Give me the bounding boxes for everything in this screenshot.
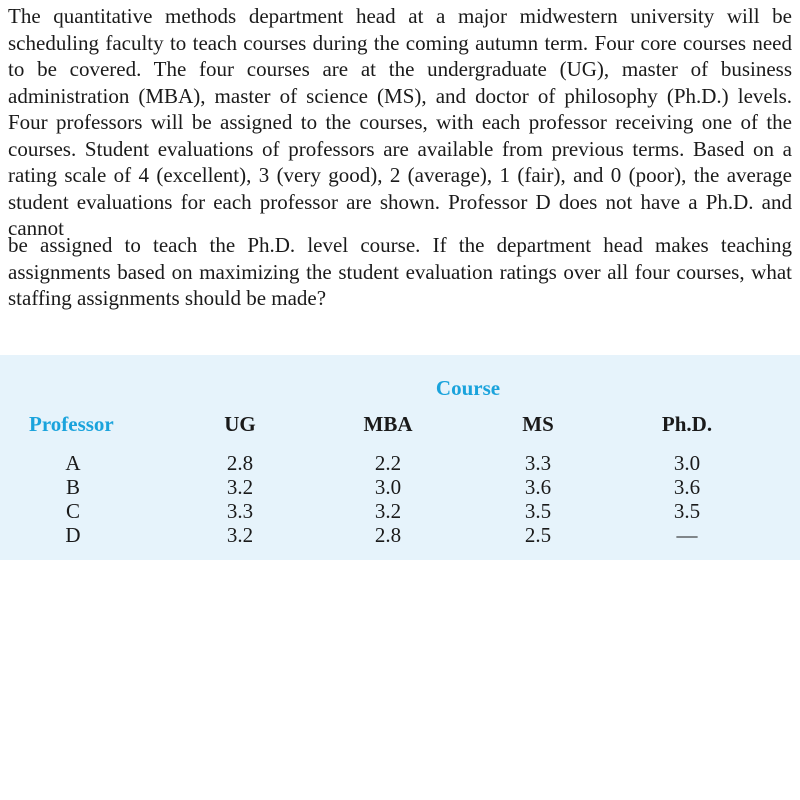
professor-cell: D (65, 523, 81, 547)
ms-cell: 2.5 (524, 523, 552, 547)
ug-cell: 3.2 (226, 523, 254, 547)
table-row (0, 499, 800, 523)
evaluation-table (0, 355, 800, 560)
professor-column-header: Professor (29, 412, 114, 436)
ms-cell: 3.5 (524, 499, 552, 523)
ug-cell: 2.8 (226, 451, 254, 475)
mba-cell: 2.8 (374, 523, 402, 547)
professor-cell: A (65, 451, 81, 475)
problem-paragraph-2: be assigned to teach the Ph.D. level course. If the department head makes teaching assignments based on maximizing the student evaluation ratings over all four courses, what staffing assignments should be made? (8, 233, 792, 310)
ug-cell: 3.2 (226, 475, 254, 499)
ug-cell: 3.3 (226, 499, 254, 523)
phd-cell: 3.5 (673, 499, 701, 523)
table-body (0, 451, 800, 547)
table-row (0, 475, 800, 499)
problem-paragraph-1: The quantitative methods department head at a major midwestern university will be scheduling faculty to teach courses during the coming autumn term. Four core courses need to be covered. The four courses are at the undergraduate (UG), master of business administration (MBA), master of science (MS), and doctor of philosophy (Ph.D.) levels. Four professors will be assigned to the courses, with each professor receiving one of the courses. Student evaluations of professors are available from previous terms. Based on a rating scale of 4 (excellent), 3 (very good), 2 (average), 1 (fair), and 0 (poor), the average student evaluations for each professor are shown. Professor D does not have a Ph.D. and cannot (8, 4, 792, 240)
table-row (0, 523, 800, 547)
professor-cell: B (65, 475, 80, 499)
ms-cell: 3.6 (524, 475, 552, 499)
mba-cell: 2.2 (374, 451, 402, 475)
phd-cell: — (676, 523, 698, 547)
phd-column-header: Ph.D. (661, 412, 713, 436)
table-row (0, 451, 800, 475)
mba-column-header: MBA (363, 412, 413, 436)
phd-cell: 3.0 (673, 451, 701, 475)
mba-cell: 3.2 (374, 499, 402, 523)
ms-column-header: MS (522, 412, 554, 436)
professor-cell: C (65, 499, 80, 523)
course-group-header: Course (435, 376, 501, 400)
ms-cell: 3.3 (524, 451, 552, 475)
phd-cell: 3.6 (673, 475, 701, 499)
ug-column-header: UG (224, 412, 256, 436)
mba-cell: 3.0 (374, 475, 402, 499)
